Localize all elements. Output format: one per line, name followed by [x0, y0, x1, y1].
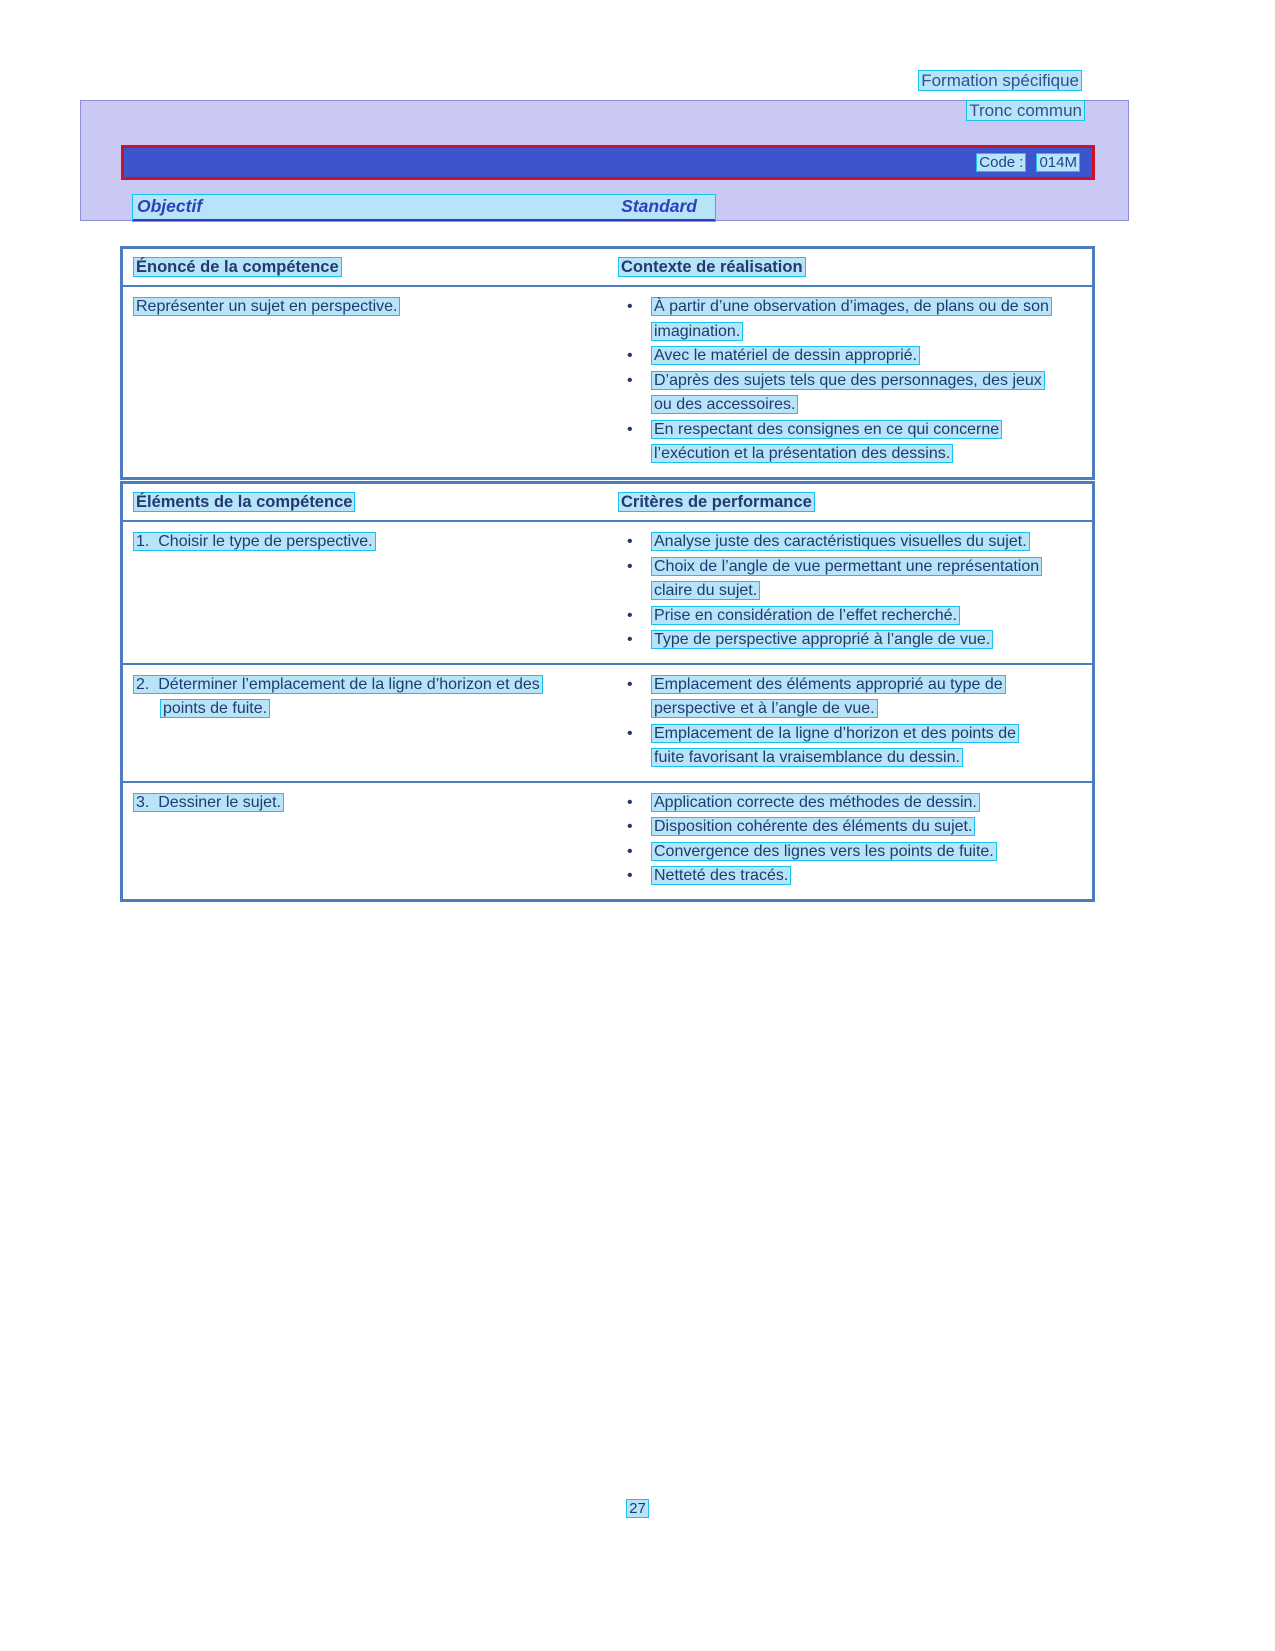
statement-text: 1. Choisir le type de perspective.	[133, 532, 376, 551]
title-bar	[121, 145, 1095, 180]
list-item	[618, 673, 1092, 722]
numbered-statement	[133, 673, 572, 722]
objectif-label: Objectif	[137, 196, 203, 216]
statement-text: 2. Déterminer l’emplacement de la ligne d’horizon et des points de fuite.	[133, 675, 543, 719]
bullet-text: D’après des sujets tels que des personnages, des jeux ou des accessoires.	[651, 371, 1045, 415]
formation-specifique-text: Formation spécifique	[918, 70, 1082, 91]
bullet-icon: •	[627, 347, 633, 364]
bullet-text: Type de perspective approprié à l’angle de vue.	[651, 630, 993, 649]
bullet-text: Netteté des tracés.	[651, 866, 791, 885]
corner-label-tronc	[966, 101, 1085, 121]
bullet-text: Convergence des lignes vers les points de fuite.	[651, 842, 997, 861]
list-item	[618, 295, 1092, 344]
bullet-icon: •	[627, 557, 633, 575]
statement-cell	[123, 673, 612, 771]
statement-text: 3. Dessiner le sujet.	[133, 793, 284, 812]
elements-col1-header: Éléments de la compétence	[133, 492, 355, 512]
list-item	[618, 604, 1092, 629]
table-row	[123, 783, 1092, 899]
criteria-bullet-list	[618, 530, 1092, 653]
list-item	[618, 864, 1092, 889]
bullet-icon: •	[627, 724, 633, 742]
numbered-statement	[133, 791, 572, 816]
list-item	[618, 722, 1092, 771]
elements-col2-header: Critères de performance	[618, 492, 815, 512]
header-cell	[612, 258, 1092, 277]
criteria-cell	[612, 791, 1092, 889]
code-label: Code :	[976, 153, 1026, 172]
bullet-icon: •	[627, 606, 633, 624]
list-item	[618, 840, 1092, 865]
table-row	[123, 665, 1092, 783]
criteria-cell	[612, 295, 1092, 467]
bullet-icon: •	[627, 818, 633, 835]
list-item	[618, 791, 1092, 816]
competence-table-header	[123, 249, 1092, 287]
bullet-text: En respectant des consignes en ce qui concerne l’exécution et la présentation des dessins.	[651, 420, 1002, 464]
competence-col2-header: Contexte de réalisation	[618, 257, 806, 277]
header-cell	[123, 493, 612, 512]
list-item	[618, 344, 1092, 369]
page-footer	[0, 1500, 1275, 1517]
table-row	[123, 287, 1092, 477]
objectif-standard-rule	[133, 195, 715, 221]
list-item	[618, 628, 1092, 653]
competence-col1-header: Énoncé de la compétence	[133, 257, 342, 277]
bullet-text: Emplacement des éléments approprié au type de perspective et à l’angle de vue.	[651, 675, 1006, 719]
competence-statement: Représenter un sujet en perspective.	[133, 297, 400, 316]
statement-cell	[123, 295, 612, 467]
bullet-icon: •	[627, 420, 633, 438]
table-row	[123, 522, 1092, 665]
tronc-commun-text: Tronc commun	[966, 100, 1085, 121]
numbered-statement	[133, 530, 572, 555]
elements-table	[120, 481, 1095, 902]
bullet-icon: •	[627, 533, 633, 550]
criteria-cell	[612, 530, 1092, 653]
bullet-text: À partir d’une observation d’images, de plans ou de son imagination.	[651, 297, 1052, 341]
bullet-text: Emplacement de la ligne d’horizon et des points de fuite favorisant la vraisemblance du dessin.	[651, 724, 1019, 768]
bullet-text: Disposition cohérente des éléments du sujet.	[651, 817, 975, 836]
bullet-text: Avec le matériel de dessin approprié.	[651, 346, 920, 365]
elements-table-header	[123, 484, 1092, 522]
criteria-bullet-list	[618, 791, 1092, 889]
list-item	[618, 555, 1092, 604]
bullet-icon: •	[627, 675, 633, 693]
list-item	[618, 815, 1092, 840]
competence-table	[120, 246, 1095, 480]
bullet-text: Analyse juste des caractéristiques visuelles du sujet.	[651, 532, 1030, 551]
bullet-icon: •	[627, 867, 633, 884]
criteria-bullet-list	[618, 673, 1092, 771]
standard-label: Standard	[621, 196, 697, 216]
bullet-icon: •	[627, 631, 633, 648]
page-number: 27	[626, 1499, 649, 1518]
bullet-text: Choix de l’angle de vue permettant une représentation claire du sujet.	[651, 557, 1042, 601]
header-cell	[123, 258, 612, 277]
bullet-icon: •	[627, 842, 633, 860]
list-item	[618, 369, 1092, 418]
bullet-icon: •	[627, 793, 633, 811]
bullet-icon: •	[627, 371, 633, 389]
statement-cell	[123, 530, 612, 653]
statement-cell	[123, 791, 612, 889]
corner-label-formation	[918, 71, 1082, 91]
bullet-text: Application correcte des méthodes de dessin.	[651, 793, 980, 812]
list-item	[618, 530, 1092, 555]
bullet-text: Prise en considération de l’effet recherché.	[651, 606, 960, 625]
bullet-icon: •	[627, 298, 633, 315]
list-item	[618, 418, 1092, 467]
code-value: 014M	[1036, 153, 1080, 172]
criteria-cell	[612, 673, 1092, 771]
context-bullet-list	[618, 295, 1092, 467]
header-cell	[612, 493, 1092, 512]
